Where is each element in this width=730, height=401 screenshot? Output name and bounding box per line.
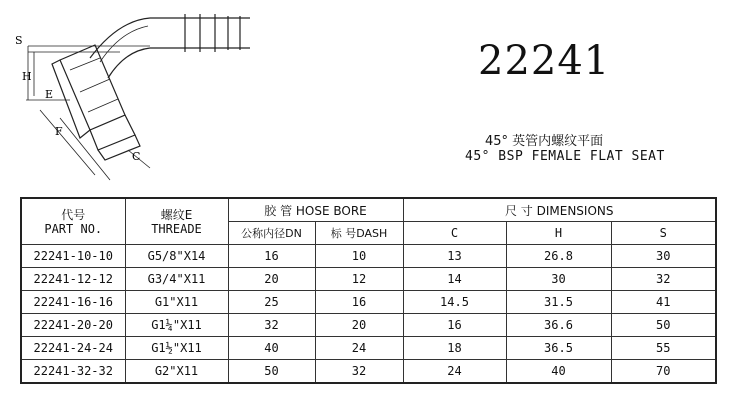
cell-part: 22241-10-10 <box>21 245 125 268</box>
specification-table <box>20 197 717 384</box>
cell-thread: G5/8"X14 <box>125 245 228 268</box>
cell-dash: 24 <box>315 337 403 360</box>
cell-h: 31.5 <box>506 291 611 314</box>
cell-part: 22241-24-24 <box>21 337 125 360</box>
table-header-row <box>21 198 716 222</box>
description-chinese: 45° 英管内螺纹平面 <box>485 134 604 149</box>
cell-part: 22241-20-20 <box>21 314 125 337</box>
table-row <box>21 337 716 360</box>
table-row <box>21 245 716 268</box>
header-dn: 公称内径DN <box>228 222 315 245</box>
cell-part: 22241-12-12 <box>21 268 125 291</box>
cell-s: 32 <box>611 268 716 291</box>
cell-dash: 20 <box>315 314 403 337</box>
cell-dash: 32 <box>315 360 403 384</box>
cell-dash: 16 <box>315 291 403 314</box>
label-e: E <box>45 88 54 101</box>
cell-part: 22241-32-32 <box>21 360 125 384</box>
label-c: C <box>132 150 141 163</box>
cell-s: 55 <box>611 337 716 360</box>
table-row <box>21 360 716 384</box>
cell-dn: 50 <box>228 360 315 384</box>
cell-s: 30 <box>611 245 716 268</box>
table-row <box>21 268 716 291</box>
cell-thread: G1½"X11 <box>125 337 228 360</box>
table-row <box>21 291 716 314</box>
cell-dn: 25 <box>228 291 315 314</box>
cell-s: 70 <box>611 360 716 384</box>
header-s: S <box>611 222 716 245</box>
label-h: H <box>22 70 32 83</box>
cell-c: 13 <box>403 245 506 268</box>
cell-thread: G1¼"X11 <box>125 314 228 337</box>
cell-thread: G1"X11 <box>125 291 228 314</box>
cell-thread: G3/4"X11 <box>125 268 228 291</box>
cell-s: 41 <box>611 291 716 314</box>
cell-dn: 32 <box>228 314 315 337</box>
description-english: 45° BSP FEMALE FLAT SEAT <box>465 149 665 164</box>
cell-c: 24 <box>403 360 506 384</box>
table-row <box>21 314 716 337</box>
cell-h: 26.8 <box>506 245 611 268</box>
cell-c: 14.5 <box>403 291 506 314</box>
cell-dn: 20 <box>228 268 315 291</box>
label-s: S <box>15 34 23 47</box>
cell-s: 50 <box>611 314 716 337</box>
cell-c: 18 <box>403 337 506 360</box>
header-h: H <box>506 222 611 245</box>
cell-dash: 12 <box>315 268 403 291</box>
cell-dn: 40 <box>228 337 315 360</box>
label-f: F <box>55 125 63 138</box>
part-number-title: 22241 <box>478 38 611 84</box>
cell-c: 16 <box>403 314 506 337</box>
fitting-drawing <box>0 0 250 185</box>
cell-h: 36.6 <box>506 314 611 337</box>
header-part-no: 代号 PART NO. <box>21 198 125 245</box>
cell-h: 30 <box>506 268 611 291</box>
cell-dash: 10 <box>315 245 403 268</box>
header-c: C <box>403 222 506 245</box>
header-dash: 标 号DASH <box>315 222 403 245</box>
header-hose-bore: 胶 管 HOSE BORE <box>228 198 403 222</box>
cell-h: 40 <box>506 360 611 384</box>
cell-part: 22241-16-16 <box>21 291 125 314</box>
header-dimensions: 尺 寸 DIMENSIONS <box>403 198 716 222</box>
header-thread: 螺纹E THREADE <box>125 198 228 245</box>
cell-thread: G2"X11 <box>125 360 228 384</box>
cell-c: 14 <box>403 268 506 291</box>
cell-dn: 16 <box>228 245 315 268</box>
cell-h: 36.5 <box>506 337 611 360</box>
